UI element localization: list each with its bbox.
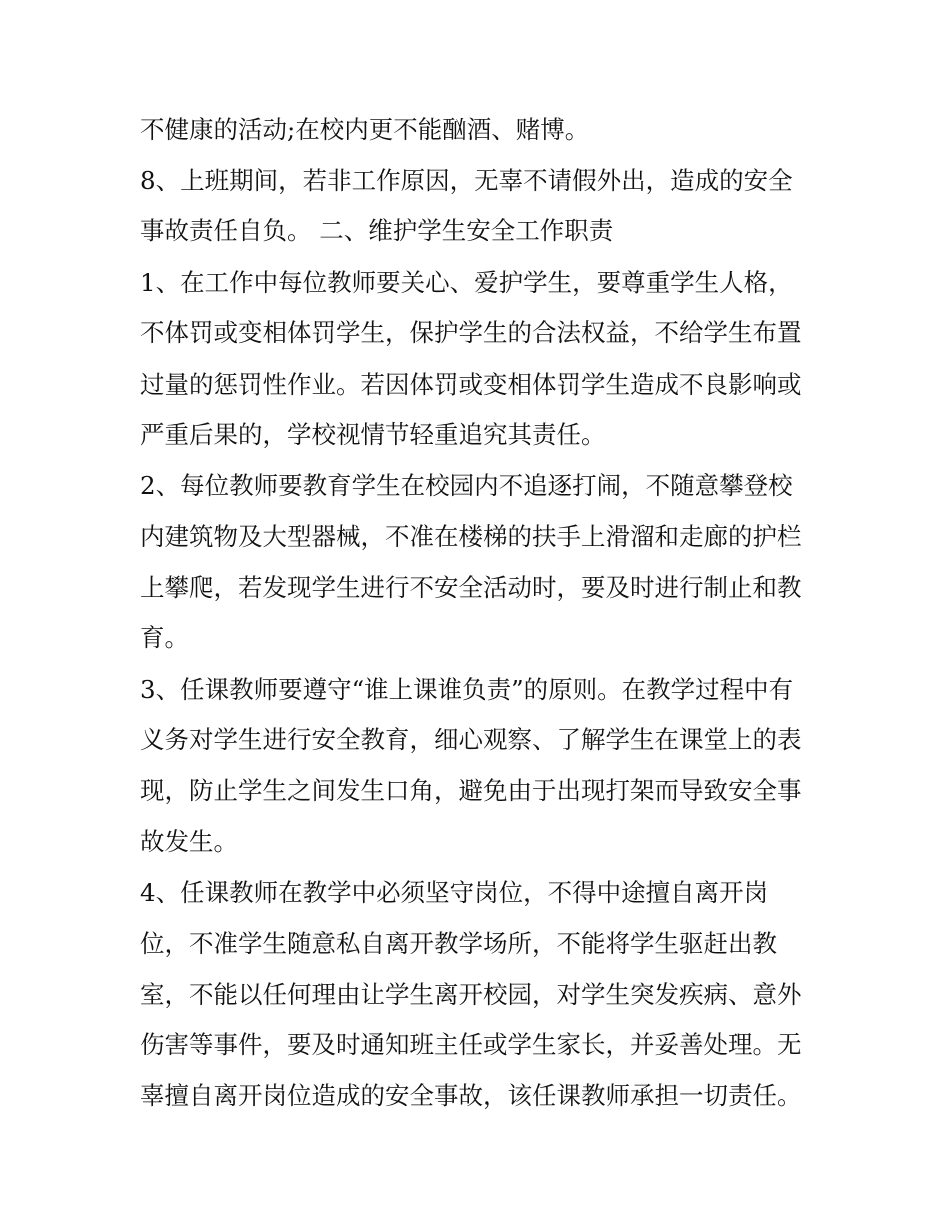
text-line: 伤害等事件，要及时通知班主任或学生家长，并妥善处理。无 — [140, 1030, 802, 1059]
text-line: 位，不准学生随意私自离开教学场所，不能将学生驱赶出教 — [140, 929, 777, 958]
text-line: 现，防止学生之间发生口角，避免由于出现打架而导致安全事 — [140, 776, 802, 805]
text-line: 严重后果的，学校视情节轻重追究其责任。 — [140, 420, 606, 449]
text-line: 3、任课教师要遵守“谁上课谁负责”的原则。在教学过程中有 — [140, 675, 794, 704]
text-line: 辜擅自离开岗位造成的安全事故，该任课教师承担一切责任。 — [140, 1081, 802, 1110]
text-line: 2、每位教师要教育学生在校园内不追逐打闹，不随意攀登校 — [140, 471, 793, 500]
text-line: 过量的惩罚性作业。若因体罚或变相体罚学生造成不良影响或 — [140, 370, 802, 399]
text-line: 4、任课教师在教学中必须坚守岗位，不得中途擅自离开岗 — [140, 878, 769, 907]
text-line: 育。 — [140, 623, 189, 652]
text-line: 1、在工作中每位教师要关心、爱护学生，要尊重学生人格， — [140, 268, 793, 297]
text-line: 义务对学生进行安全教育，细心观察、了解学生在课堂上的表 — [140, 725, 802, 754]
text-line: 不体罚或变相体罚学生，保护学生的合法权益，不给学生布置 — [140, 318, 802, 347]
text-line: 室，不能以任何理由让学生离开校园，对学生突发疾病、意外 — [140, 980, 802, 1009]
text-line: 内建筑物及大型器械，不准在楼梯的扶手上滑溜和走廊的护栏 — [140, 522, 802, 551]
text-line: 8、上班期间，若非工作原因，无辜不请假外出，造成的安全 — [140, 166, 793, 195]
text-line: 上攀爬，若发现学生进行不安全活动时，要及时进行制止和教 — [140, 573, 802, 602]
text-line: 故发生。 — [140, 827, 238, 856]
text-line: 事故责任自负。 二、维护学生安全工作职责 — [140, 216, 614, 245]
text-line: 不健康的活动;在校内更不能酗酒、赌博。 — [140, 115, 590, 144]
